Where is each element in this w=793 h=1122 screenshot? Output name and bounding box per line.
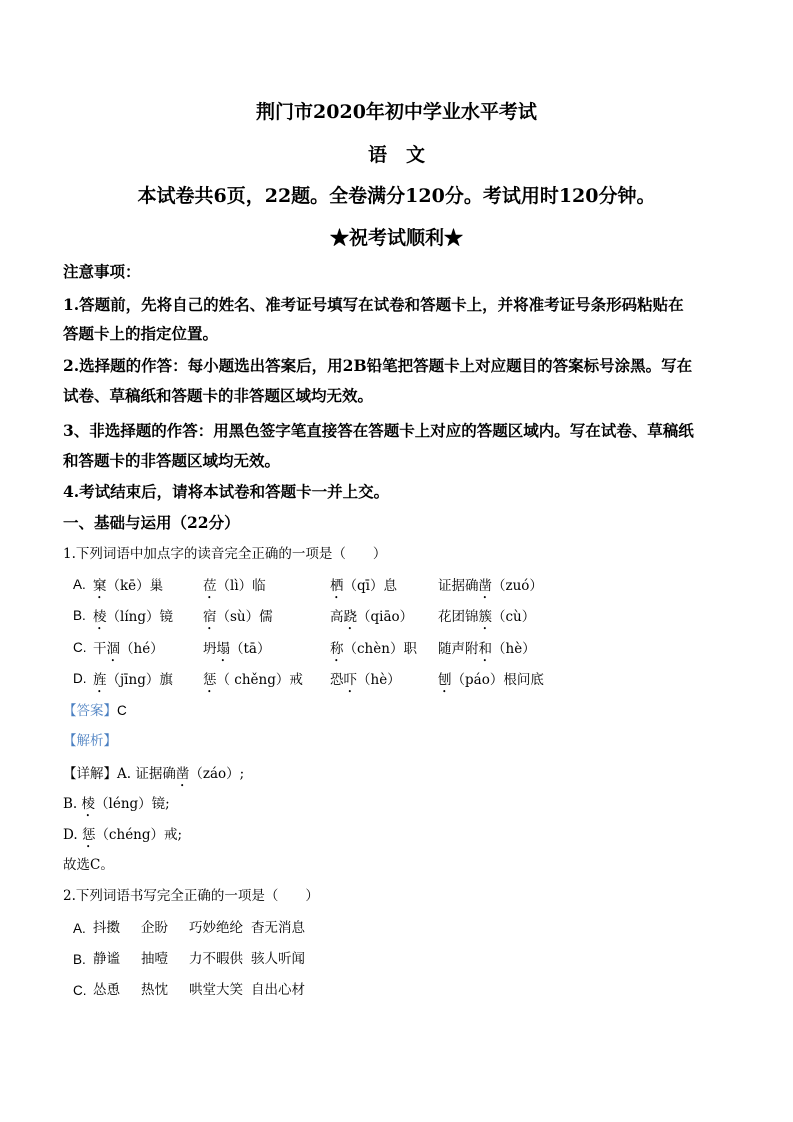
text: （sù）儒 bbox=[216, 609, 273, 625]
q1-option-a bbox=[63, 578, 663, 598]
text: （hè） bbox=[492, 641, 536, 657]
option-item bbox=[330, 578, 397, 602]
option-item bbox=[93, 672, 173, 696]
text: （páo）根问底 bbox=[451, 672, 544, 688]
dotted-char: 栖 bbox=[330, 578, 344, 594]
dotted-char: 旌 bbox=[93, 672, 107, 688]
q2-stem: 2.下列词语书写完全正确的一项是（ ） bbox=[63, 888, 319, 904]
option-item bbox=[203, 578, 266, 602]
option-item bbox=[93, 641, 164, 665]
dotted-char: 宿 bbox=[203, 609, 217, 625]
exam-info: 本试卷共6页，22题。全卷满分120分。考试用时120分钟。 bbox=[137, 185, 656, 207]
dotted-char: 棱 bbox=[93, 609, 107, 625]
text: 恐 bbox=[330, 672, 344, 688]
option-word: 哄堂大笑 bbox=[189, 982, 243, 998]
option-label: D. bbox=[73, 671, 87, 686]
text: （zuó） bbox=[492, 578, 543, 594]
subject-title: 语 文 bbox=[367, 144, 425, 166]
answer-label: 【答案】 bbox=[63, 703, 117, 719]
option-word: 巧妙绝纶 bbox=[189, 920, 243, 936]
option-word: 力不暇供 bbox=[189, 951, 243, 967]
text: 随声附 bbox=[438, 641, 479, 657]
text: （léng）镜; bbox=[95, 796, 170, 812]
note-line: 3、非选择题的作答：用黑色签字笔直接答在答题卡上对应的答题区域内。写在试卷、草稿纸 bbox=[63, 421, 694, 440]
dotted-char: 凿 bbox=[175, 766, 190, 782]
option-item bbox=[330, 641, 417, 665]
dotted-char: 棱 bbox=[81, 796, 96, 812]
text: D. bbox=[63, 827, 82, 843]
answer-value: C bbox=[117, 703, 127, 718]
text: （hé） bbox=[120, 641, 164, 657]
option-word: 骇人听闻 bbox=[251, 951, 305, 967]
dotted-char: 刨 bbox=[438, 672, 452, 688]
exam-title: 荆门市2020年初中学业水平考试 bbox=[256, 101, 537, 123]
text: （kē）巢 bbox=[106, 578, 164, 594]
dotted-char: 簇 bbox=[478, 609, 492, 625]
text: （chéng）戒; bbox=[95, 827, 183, 843]
option-item bbox=[330, 672, 401, 696]
text: B. bbox=[63, 796, 82, 812]
text: 【详解】A. 证据确 bbox=[63, 766, 176, 782]
q1-option-b bbox=[63, 609, 663, 629]
text: （tā） bbox=[230, 641, 271, 657]
option-item bbox=[93, 578, 163, 602]
option-word: 抖擞 bbox=[93, 920, 120, 936]
text: 干 bbox=[93, 641, 107, 657]
option-label: C. bbox=[73, 640, 87, 655]
option-item bbox=[438, 578, 543, 602]
analysis-label: 【解析】 bbox=[63, 733, 117, 749]
q1-option-c bbox=[63, 641, 663, 661]
option-item bbox=[203, 609, 273, 633]
option-item bbox=[203, 672, 303, 696]
dotted-char: 莅 bbox=[203, 578, 217, 594]
option-word: 热忱 bbox=[141, 982, 168, 998]
text: （lì）临 bbox=[216, 578, 266, 594]
option-word: 杳无消息 bbox=[251, 920, 305, 936]
option-item bbox=[438, 641, 536, 665]
option-label: B. bbox=[73, 952, 86, 967]
text: （hè） bbox=[357, 672, 401, 688]
text: （ chěng）戒 bbox=[216, 672, 303, 688]
conclusion: 故选C。 bbox=[63, 857, 114, 873]
text: 证据确 bbox=[438, 578, 479, 594]
text: （qiāo） bbox=[357, 609, 414, 625]
option-word: 静谧 bbox=[93, 951, 120, 967]
option-word: 企盼 bbox=[141, 920, 168, 936]
detail-line bbox=[63, 766, 244, 790]
option-label: C. bbox=[73, 983, 87, 998]
text: （chèn）职 bbox=[343, 641, 417, 657]
dotted-char: 惩 bbox=[81, 827, 96, 843]
option-label: B. bbox=[73, 608, 86, 623]
option-word: 怂恿 bbox=[93, 982, 120, 998]
text: （cù） bbox=[492, 609, 536, 625]
dotted-char: 吓 bbox=[343, 672, 357, 688]
option-item bbox=[93, 609, 173, 633]
notes-heading: 注意事项： bbox=[63, 262, 141, 281]
text: （jīng）旗 bbox=[106, 672, 173, 688]
dotted-char: 涸 bbox=[106, 641, 120, 657]
option-item bbox=[438, 609, 535, 633]
option-item bbox=[203, 641, 270, 665]
option-item bbox=[438, 672, 544, 696]
text: （záo）; bbox=[189, 766, 245, 782]
dotted-char: 称 bbox=[330, 641, 344, 657]
text: 花团锦 bbox=[438, 609, 479, 625]
note-line: 答题卡上的指定位置。 bbox=[63, 324, 219, 343]
dotted-char: 惩 bbox=[203, 672, 217, 688]
option-label: A. bbox=[73, 577, 86, 592]
detail-line bbox=[63, 796, 170, 820]
dotted-char: 跷 bbox=[343, 609, 357, 625]
note-line: 2.选择题的作答：每小题选出答案后，用2B铅笔把答题卡上对应题目的答案标号涂黑。写在 bbox=[63, 356, 693, 375]
text: （líng）镜 bbox=[106, 609, 173, 625]
q1-stem: 1.下列词语中加点字的读音完全正确的一项是（ ） bbox=[63, 546, 387, 562]
dotted-char: 和 bbox=[478, 641, 492, 657]
text: 高 bbox=[330, 609, 344, 625]
detail-line bbox=[63, 827, 182, 851]
text: 坍 bbox=[203, 641, 217, 657]
note-line: 4.考试结束后，请将本试卷和答题卡一并上交。 bbox=[63, 482, 390, 501]
q1-option-d bbox=[63, 672, 663, 692]
option-word: 抽噎 bbox=[141, 951, 168, 967]
option-label: A. bbox=[73, 921, 86, 936]
answer-line bbox=[63, 704, 127, 719]
good-luck-line: ★祝考试顺利★ bbox=[329, 227, 463, 249]
dotted-char: 窠 bbox=[93, 578, 107, 594]
section-heading: 一、基础与运用（22分） bbox=[63, 513, 240, 532]
note-line: 和答题卡的非答题区域均无效。 bbox=[63, 451, 281, 470]
note-line: 试卷、草稿纸和答题卡的非答题区域均无效。 bbox=[63, 386, 374, 405]
text: （qī）息 bbox=[343, 578, 397, 594]
dotted-char: 塌 bbox=[216, 641, 230, 657]
option-word: 自出心材 bbox=[251, 982, 305, 998]
note-line: 1.答题前，先将自己的姓名、准考证号填写在试卷和答题卡上，并将准考证号条形码粘贴在 bbox=[63, 295, 684, 314]
option-item bbox=[330, 609, 413, 633]
dotted-char: 凿 bbox=[478, 578, 492, 594]
